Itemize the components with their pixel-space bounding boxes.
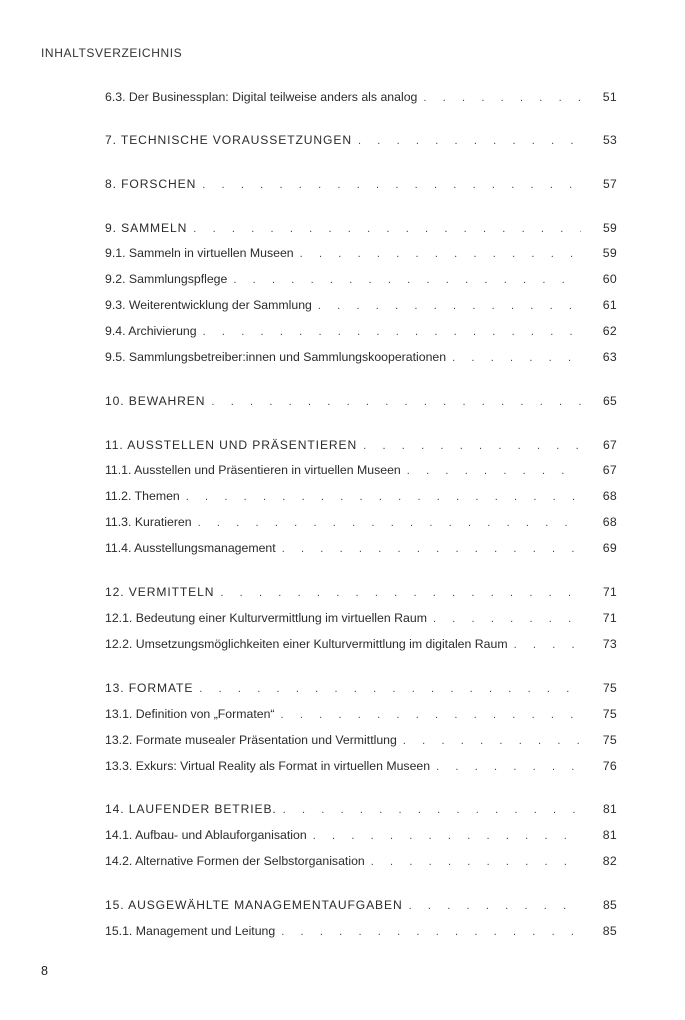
toc-entry[interactable] xyxy=(105,461,617,479)
toc-entry-page: 76 xyxy=(602,759,617,773)
leader-dots xyxy=(282,540,581,558)
toc-entry-page: 68 xyxy=(602,489,617,503)
leader-dots xyxy=(203,323,581,341)
toc-entry-title: 12.1. Bedeutung einer Kulturvermittlung im virtuellen Raum xyxy=(105,611,427,625)
toc-entry[interactable] xyxy=(105,322,617,340)
leader-dots xyxy=(233,271,581,289)
leader-dots xyxy=(198,514,581,532)
leader-dots xyxy=(199,680,581,698)
toc-entry-page: 59 xyxy=(602,246,617,260)
toc-entry-page: 73 xyxy=(602,637,617,651)
leader-dots xyxy=(220,584,581,602)
toc-entry-title: 15.1. Management und Leitung xyxy=(105,924,276,938)
toc-entry-title: 11.2. Themen xyxy=(105,489,180,503)
toc-entry-page: 61 xyxy=(602,298,617,312)
toc-entry[interactable] xyxy=(105,487,617,505)
running-header: INHALTSVERZEICHNIS xyxy=(41,46,183,60)
leader-dots xyxy=(211,393,581,411)
toc-entry[interactable] xyxy=(105,826,617,844)
toc-chapter[interactable] xyxy=(105,583,617,601)
toc-entry-title: 12.2. Umsetzungsmöglichkeiten einer Kulturvermittlung im digitalen Raum xyxy=(105,637,508,651)
toc-entry-title: 9.4. Archivierung xyxy=(105,324,197,338)
leader-dots xyxy=(300,245,581,263)
toc-entry-title: 6.3. Der Businessplan: Digital teilweise anders als analog xyxy=(105,90,418,104)
toc-entry-title: 12. VERMITTELN xyxy=(105,585,215,599)
toc-entry-title: 14.1. Aufbau- und Ablauforganisation xyxy=(105,828,307,842)
toc-entry-title: 9.1. Sammeln in virtuellen Museen xyxy=(105,246,294,260)
toc-entry-page: 81 xyxy=(602,802,617,816)
toc-entry-title: 8. FORSCHEN xyxy=(105,177,197,191)
toc-entry[interactable] xyxy=(105,609,617,627)
toc-entry-page: 85 xyxy=(602,898,617,912)
toc-entry[interactable] xyxy=(105,705,617,723)
leader-dots xyxy=(423,89,581,107)
toc-entry-title: 10. BEWAHREN xyxy=(105,394,206,408)
toc-chapter[interactable] xyxy=(105,800,617,818)
toc-entry[interactable] xyxy=(105,731,617,749)
toc-entry[interactable] xyxy=(105,270,617,288)
leader-dots xyxy=(281,706,581,724)
toc-chapter[interactable] xyxy=(105,436,617,454)
leader-dots xyxy=(358,132,581,150)
toc-entry-page: 75 xyxy=(602,681,617,695)
toc-entry-page: 82 xyxy=(602,854,617,868)
toc-entry-page: 68 xyxy=(602,515,617,529)
toc-entry-title: 13.2. Formate musealer Präsentation und Vermittlung xyxy=(105,733,397,747)
toc-chapter[interactable] xyxy=(105,131,617,149)
toc-entry-title: 9.3. Weiterentwicklung der Sammlung xyxy=(105,298,312,312)
toc-entry-title: 13.1. Definition von „Formaten“ xyxy=(105,707,275,721)
toc-entry-title: 9.5. Sammlungsbetreiber:innen und Sammlungskooperationen xyxy=(105,350,447,364)
toc-chapter[interactable] xyxy=(105,175,617,193)
leader-dots xyxy=(363,437,581,455)
leader-dots xyxy=(202,176,581,194)
toc-entry-page: 71 xyxy=(602,611,617,625)
toc-entry-title: 9. SAMMELN xyxy=(105,221,188,235)
toc-entry-title: 13.3. Exkurs: Virtual Reality als Format in virtuellen Museen xyxy=(105,759,431,773)
leader-dots xyxy=(283,801,581,819)
toc-entry-page: 65 xyxy=(602,394,617,408)
toc-entry[interactable] xyxy=(105,757,617,775)
toc-entry-page: 75 xyxy=(602,733,617,747)
toc-entry-title: 11.4. Ausstellungsmanagement xyxy=(105,541,276,555)
leader-dots xyxy=(313,827,581,845)
toc-entry-title: 11. AUSSTELLEN UND PRÄSENTIEREN xyxy=(105,438,358,452)
leader-dots xyxy=(371,853,581,871)
page-number: 8 xyxy=(41,964,48,978)
toc-entry[interactable] xyxy=(105,635,617,653)
toc-entry-page: 81 xyxy=(602,828,617,842)
toc-entry-page: 71 xyxy=(602,585,617,599)
leader-dots xyxy=(186,488,581,506)
toc-entry[interactable] xyxy=(105,296,617,314)
leader-dots xyxy=(281,923,581,941)
toc-entry-page: 53 xyxy=(602,133,617,147)
toc-entry[interactable] xyxy=(105,88,617,106)
toc-entry-title: 7. TECHNISCHE VORAUSSETZUNGEN xyxy=(105,133,352,147)
leader-dots xyxy=(436,758,581,776)
toc-chapter[interactable] xyxy=(105,896,617,914)
toc-entry-title: 11.3. Kuratieren xyxy=(105,515,192,529)
toc-entry-page: 85 xyxy=(602,924,617,938)
leader-dots xyxy=(403,732,581,750)
toc-entry-page: 62 xyxy=(602,324,617,338)
leader-dots xyxy=(409,897,581,915)
toc-entry-title: 14. LAUFENDER BETRIEB. xyxy=(105,802,277,816)
toc-entry[interactable] xyxy=(105,922,617,940)
toc-chapter[interactable] xyxy=(105,392,617,410)
toc-entry[interactable] xyxy=(105,852,617,870)
leader-dots xyxy=(318,297,581,315)
toc-entry[interactable] xyxy=(105,539,617,557)
toc-entry-page: 59 xyxy=(602,221,617,235)
toc-entry-title: 13. FORMATE xyxy=(105,681,194,695)
toc-entry-page: 67 xyxy=(602,438,617,452)
toc-entry[interactable] xyxy=(105,513,617,531)
leader-dots xyxy=(193,220,581,238)
toc-entry-title: 14.2. Alternative Formen der Selbstorganisation xyxy=(105,854,365,868)
toc-entry[interactable] xyxy=(105,348,617,366)
toc-entry-page: 75 xyxy=(602,707,617,721)
toc-entry-title: 11.1. Ausstellen und Präsentieren in virtuellen Museen xyxy=(105,463,401,477)
toc-entry-page: 51 xyxy=(602,90,617,104)
leader-dots xyxy=(514,636,581,654)
toc-chapter[interactable] xyxy=(105,679,617,697)
toc-chapter[interactable] xyxy=(105,219,617,237)
toc-entry-title: 15. AUSGEWÄHLTE MANAGEMENTAUFGABEN xyxy=(105,898,403,912)
leader-dots xyxy=(452,349,581,367)
toc-entry-page: 67 xyxy=(602,463,617,477)
toc-entry-page: 60 xyxy=(602,272,617,286)
toc-entry-page: 57 xyxy=(602,177,617,191)
toc-entry-title: 9.2. Sammlungspflege xyxy=(105,272,228,286)
toc-entry-page: 63 xyxy=(602,350,617,364)
leader-dots xyxy=(433,610,581,628)
leader-dots xyxy=(407,462,581,480)
toc-entry[interactable] xyxy=(105,244,617,262)
toc-entry-page: 69 xyxy=(602,541,617,555)
